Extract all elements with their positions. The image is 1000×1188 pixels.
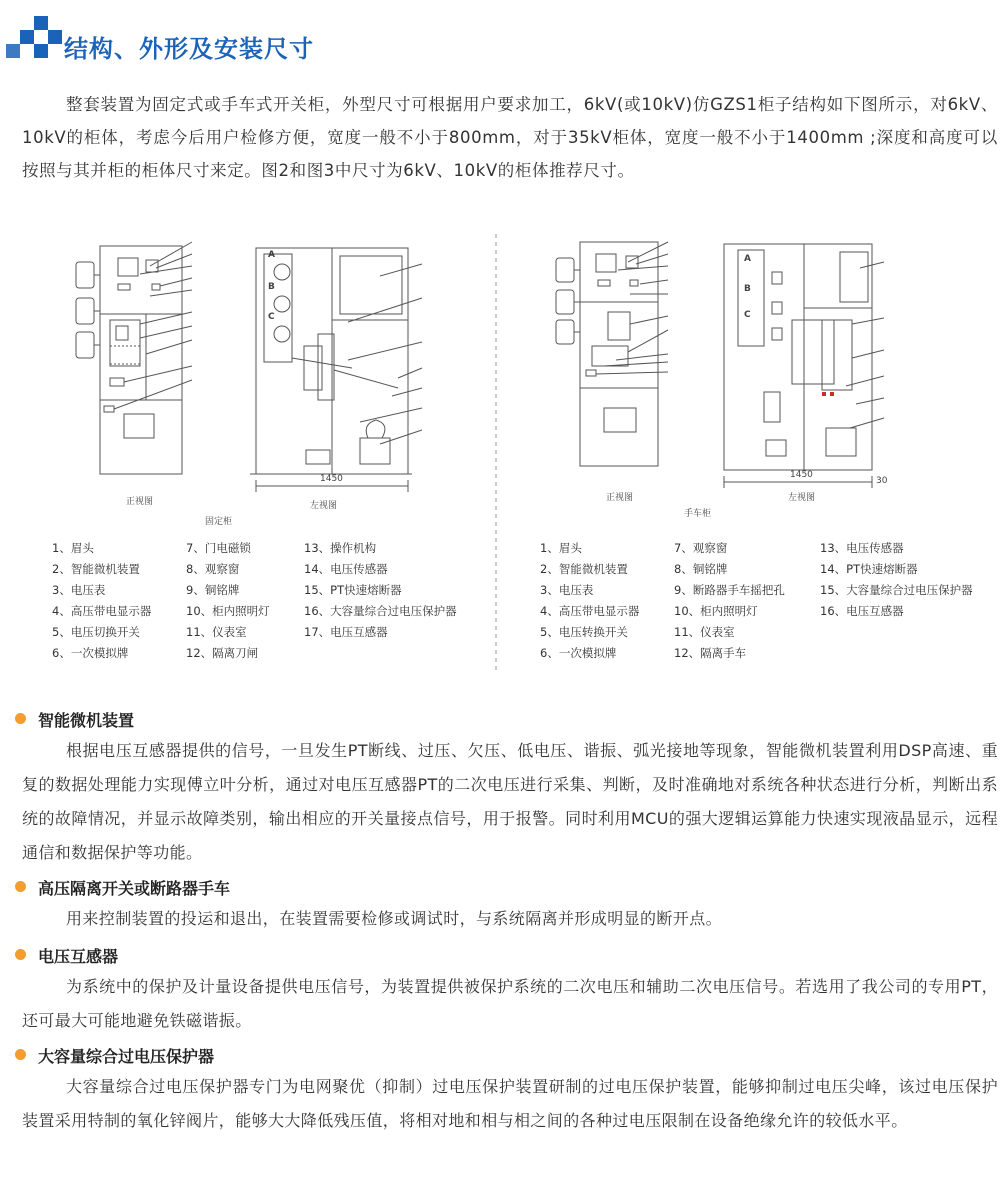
- legend-item: 1、眉头: [540, 541, 582, 555]
- handcart-width-dimension: 1450: [790, 470, 813, 480]
- legend-item: 10、柜内照明灯: [674, 604, 758, 618]
- legend-item: 8、铜铭牌: [674, 562, 728, 576]
- legend-item: 13、电压传感器: [820, 541, 904, 555]
- legend-item: 8、观察窗: [186, 562, 240, 576]
- legend-item: 3、电压表: [540, 583, 594, 597]
- handcart-side-caption: 左视图: [788, 493, 816, 503]
- legend-item: 9、铜铭牌: [186, 583, 240, 597]
- legend-item: 4、高压带电显示器: [52, 604, 152, 618]
- legend-item: 6、一次模拟牌: [52, 646, 129, 660]
- handcart-30-dimension: 30: [876, 476, 888, 486]
- legend-column: [304, 538, 457, 643]
- section-title-handcart: 高压隔离开关或断路器手车: [38, 876, 230, 899]
- handcart-cabinet-front-view: [556, 242, 668, 466]
- legend-item: 12、隔离手车: [674, 646, 747, 660]
- cabinet-diagram-figure: [0, 228, 1000, 678]
- fixed-phase-a-label: A: [268, 250, 275, 260]
- section-title-voltage-transformer: 电压互感器: [38, 944, 118, 967]
- legend-item: 10、柜内照明灯: [186, 604, 270, 618]
- section-body-smart-device: 根据电压互感器提供的信号，一旦发生PT断线、过压、欠压、低电压、谐振、弧光接地等现象，智能微机装置利用DSP高速、重复的数据处理能力实现傅立叶分析，通过对电压互感器PT的二次电压进行采集、判断，及时准确地对系统各种状态进行分析，判断出系统的故障情况，并显示故障类别，输出相应的开关量接点信号，用于报警。同时利用MCU的强大逻辑运算能力快速实现液晶显示，远程通信和数据保护等功能。: [22, 741, 998, 862]
- fixed-cabinet-front-view: [76, 242, 192, 474]
- legend-item: 5、电压转换开关: [540, 625, 628, 639]
- legend-item: 13、操作机构: [304, 541, 377, 555]
- legend-item: 17、电压互感器: [304, 625, 388, 639]
- handcart-cabinet-side-view: [724, 244, 884, 488]
- fixed-cabinet-legend: [52, 538, 482, 670]
- handcart-front-caption: 正视图: [606, 493, 634, 503]
- legend-item: 4、高压带电显示器: [540, 604, 640, 618]
- legend-item: 1、眉头: [52, 541, 94, 555]
- legend-column: [186, 538, 270, 664]
- section-header: [6, 16, 606, 64]
- bullet-icon: [15, 881, 26, 892]
- legend-item: 3、电压表: [52, 583, 106, 597]
- fixed-width-dimension: 1450: [320, 474, 343, 484]
- fixed-cabinet-side-view: [250, 248, 422, 492]
- legend-item: 2、智能微机装置: [52, 562, 140, 576]
- legend-item: 12、隔离刀闸: [186, 646, 259, 660]
- bullet-icon: [15, 1049, 26, 1060]
- fixed-phase-b-label: B: [268, 282, 275, 292]
- handcart-phase-b-label: B: [744, 284, 751, 294]
- legend-item: 16、电压互感器: [820, 604, 904, 618]
- fixed-phase-c-label: C: [268, 312, 275, 322]
- legend-item: 6、一次模拟牌: [540, 646, 617, 660]
- legend-column: [540, 538, 639, 664]
- legend-item: 9、断路器手车摇把孔: [674, 583, 785, 597]
- legend-item: 16、大容量综合过电压保护器: [304, 604, 457, 618]
- intro-paragraph: 整套装置为固定式或手车式开关柜，外型尺寸可根据用户要求加工，6kV(或10kV)仿GZS1柜子结构如下图所示，对6kV、10kV的柜体，考虑今后用户检修方便，宽度一般不小于800mm，对于35kV柜体，宽度一般不小于1400mm ;深度和高度可以按照与其并柜的柜体尺寸来定。图2和图3中尺寸为6kV、10kV的柜体推荐尺寸。: [22, 95, 998, 180]
- handcart-cabinet-legend: [540, 538, 990, 670]
- legend-item: 11、仪表室: [186, 625, 247, 639]
- legend-column: [820, 538, 973, 622]
- handcart-phase-c-label: C: [744, 310, 751, 320]
- fixed-cabinet-title: 固定柜: [205, 517, 233, 527]
- bullet-icon: [15, 713, 26, 724]
- section-body-overvoltage-protector: 大容量综合过电压保护器专门为电网聚优（抑制）过电压保护装置研制的过电压保护装置，能够抑制过电压尖峰，该过电压保护装置采用特制的氧化锌阀片，能够大大降低残压值，将相对地和相与相之间的各种过电压限制在设备绝缘允许的较低水平。: [22, 1077, 998, 1130]
- legend-item: 11、仪表室: [674, 625, 735, 639]
- legend-item: 5、电压切换开关: [52, 625, 140, 639]
- handcart-cabinet-title: 手车柜: [684, 509, 712, 519]
- legend-item: 7、观察窗: [674, 541, 728, 555]
- legend-item: 15、大容量综合过电压保护器: [820, 583, 973, 597]
- fixed-front-caption: 正视图: [126, 497, 154, 507]
- legend-item: 14、PT快速熔断器: [820, 562, 918, 576]
- bullet-icon: [15, 949, 26, 960]
- section-title-smart-device: 智能微机装置: [38, 708, 134, 731]
- page-title: 结构、外形及安装尺寸: [64, 35, 314, 63]
- section-title-overvoltage-protector: 大容量综合过电压保护器: [38, 1044, 214, 1067]
- handcart-phase-a-label: A: [744, 254, 751, 264]
- section-body-voltage-transformer: 为系统中的保护及计量设备提供电压信号，为装置提供被保护系统的二次电压和辅助二次电压信号。若选用了我公司的专用PT，还可最大可能地避免铁磁谐振。: [22, 977, 998, 1030]
- logo-squares-icon: [6, 16, 62, 64]
- legend-item: 14、电压传感器: [304, 562, 388, 576]
- legend-column: [52, 538, 151, 664]
- legend-column: [674, 538, 785, 664]
- legend-item: 2、智能微机装置: [540, 562, 628, 576]
- legend-item: 15、PT快速熔断器: [304, 583, 402, 597]
- legend-item: 7、门电磁锁: [186, 541, 251, 555]
- section-body-handcart: 用来控制装置的投运和退出，在装置需要检修或调试时，与系统隔离并形成明显的断开点。: [66, 909, 723, 928]
- fixed-side-caption: 左视图: [310, 501, 338, 511]
